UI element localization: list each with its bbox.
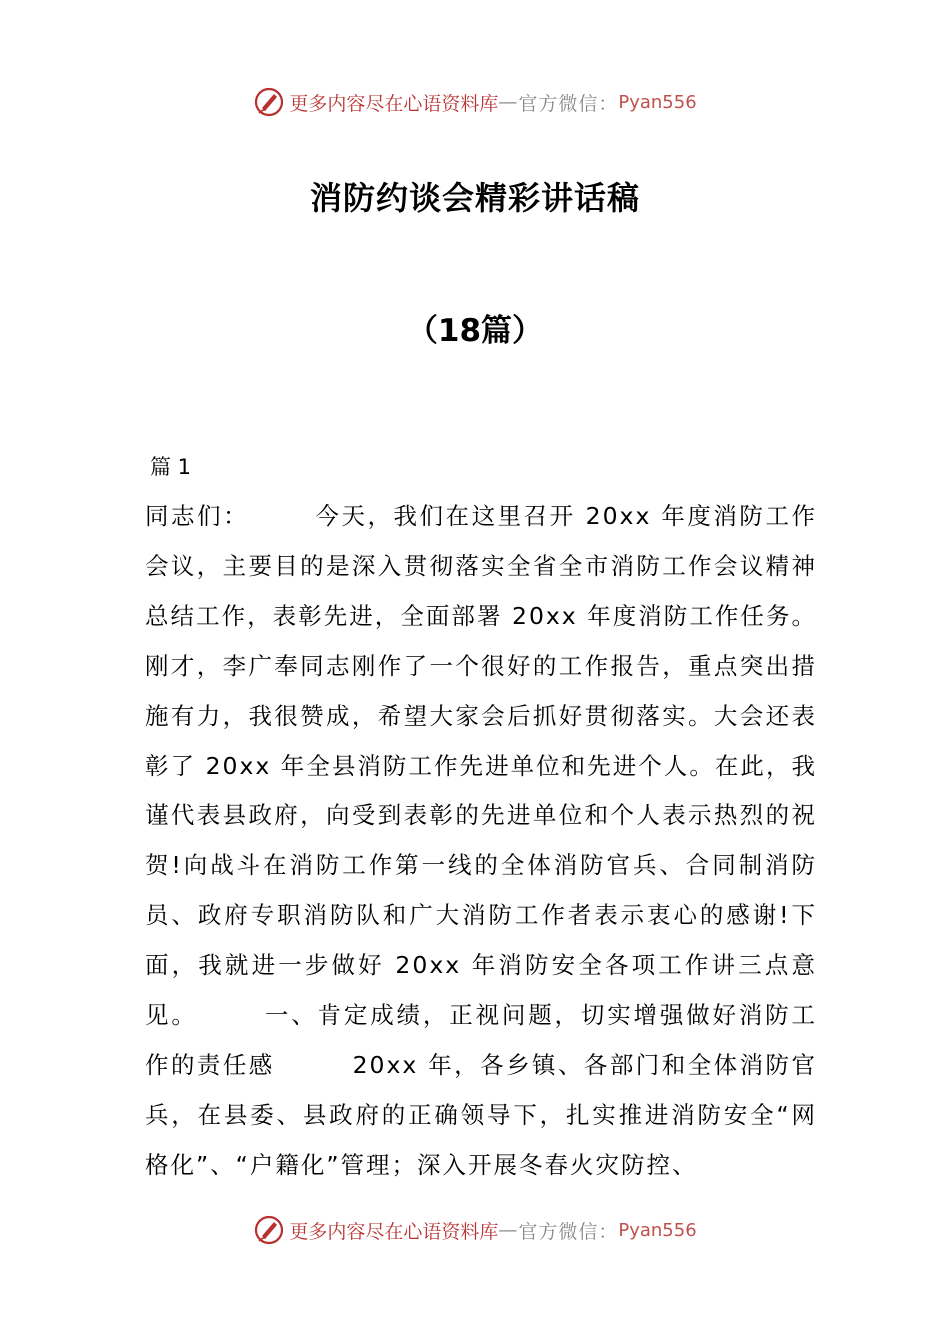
- section-label: 篇 1: [150, 455, 192, 479]
- document-subtitle: （18篇）: [406, 313, 544, 349]
- banner-wechat-label: 官方微信：: [518, 1220, 619, 1243]
- banner-text: 更多内容尽在心语资料库: [289, 1220, 499, 1243]
- banner-dash: —: [498, 1219, 519, 1241]
- banner-wechat-id: Pyan556: [618, 91, 697, 113]
- banner-wechat-id: Pyan556: [618, 1219, 697, 1241]
- banner-wechat-label: 官方微信：: [518, 92, 619, 115]
- body-paragraph: 同志们： 今天，我们在这里召开 20xx 年度消防工作会议，主要目的是深入贯彻落实全省全市消防工作会议精神总结工作，表彰先进，全面部署 20xx 年度消防工作任务。刚才，李广奉同志刚作了一个很好的工作报告，重点突出措施有力，我很赞成，希望大家会后抓好贯彻落实。大会还表彰了 20xx 年全县消防工作先进单位和先进个人。在此，我谨代表县政府，向受到表彰的先进单位和个人表示热烈的祝贺!向战斗在消防工作第一线的全体消防官兵、合同制消防员、政府专职消防队和广大消防工作者表示衷心的感谢!下面，我就进一步做好 20xx 年消防安全各项工作讲三点意见。 一、肯定成绩，正视问题，切实增强做好消防工作的责任感 20xx 年，各乡镇、各部门和全体消防官兵，在县委、县政府的正确领导下，扎实推进消防安全“网格化”、“户籍化”管理；深入开展冬春火灾防控、: [145, 502, 817, 1179]
- footer-banner: [0, 1208, 950, 1252]
- pen-circle-logo-icon: [253, 86, 285, 118]
- pen-circle-logo-icon: [253, 1214, 285, 1246]
- banner-text: 更多内容尽在心语资料库: [289, 92, 499, 115]
- banner-dash: —: [498, 91, 519, 113]
- header-banner: [0, 80, 950, 124]
- document-title: 消防约谈会精彩讲话稿: [309, 179, 640, 217]
